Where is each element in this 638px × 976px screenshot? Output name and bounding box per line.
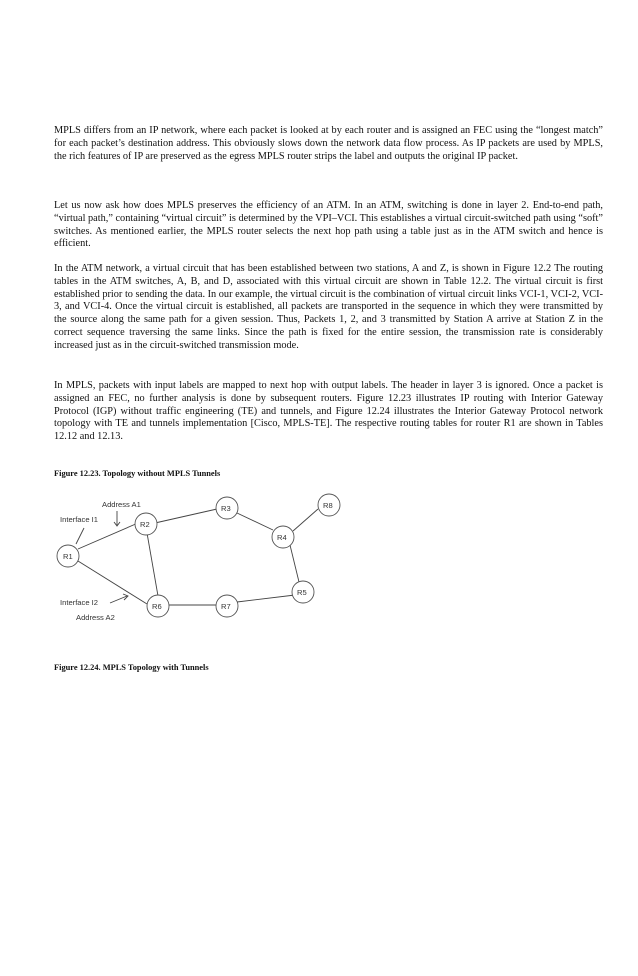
paragraph-atm-efficiency: Let us now ask how does MPLS preserves the efficiency of an ATM. In an ATM, switching is done in layer 2. End-to-end path, “virtual path,” containing “virtual circuit” is determined by the VPI–VCI. This establishes a virtual circuit-switched path using “soft” switches. As mentioned earlier, the MPLS router selects the next hop path using a table just as in the ATM switch and hence is efficient. xyxy=(54,200,603,250)
label-interface-i2: Interface I2 xyxy=(60,598,98,607)
router-r6 xyxy=(147,595,169,617)
router-r2-label: R2 xyxy=(140,520,150,529)
paragraph-mpls-labels: In MPLS, packets with input labels are mapped to next hop with output labels. The header in layer 3 is ignored. Once a packet is assigned an FEC, no further analysis is done by subsequent routers. Figure 12.23 illustrates IP routing with Interior Gateway Protocol (IGP) without traffic engineering (TE) and tunnels, and Figure 12.24 illustrates the Interior Gateway Protocol network topology with TE and tunnels implementation [Cisco, MPLS-TE]. The respective routing tables for router R1 are shown in Tables 12.12 and 12.13. xyxy=(54,380,603,443)
link-r7-r5 xyxy=(237,595,295,602)
figure-caption-12-24: Figure 12.24. MPLS Topology with Tunnels xyxy=(54,663,209,672)
topology-diagram xyxy=(54,492,384,632)
link-r3-r4 xyxy=(237,513,273,530)
router-r4 xyxy=(272,526,294,548)
topology-links xyxy=(76,509,318,605)
link-r2-r6 xyxy=(147,533,158,596)
link-r1-r2 xyxy=(78,523,138,549)
link-r4-r8 xyxy=(293,509,318,531)
label-address-a1: Address A1 xyxy=(102,500,141,509)
router-r8 xyxy=(318,494,340,516)
paragraph-atm-virtual-circuit: In the ATM network, a virtual circuit that has been established between two stations, A and Z, is shown in Figure 12.2 The routing tables in the ATM switches, A, B, and D, associated with this virtual circuit are shown in Table 12.2. The virtual circuit is first established prior to sending the data. In our example, the virtual circuit is the combination of virtual circuit links VCI-1, VCI-2, VCI-3, and VCI-4. Once the virtual circuit is established, all packets are transported in the sequence in which they were transmitted by the source along the same path for a given session. Thus, Packets 1, 2, and 3 transmitted by Station A arrive at Station Z in the correct sequence traversing the same links. Since the path is fixed for the entire session, the transmission rate is considerably increased just as in the circuit-switched transmission mode. xyxy=(54,263,603,351)
router-r2 xyxy=(135,513,157,535)
link-r4-r5 xyxy=(290,545,299,582)
arrow-interface-i1 xyxy=(76,528,84,544)
label-address-a2: Address A2 xyxy=(76,613,115,622)
router-r1 xyxy=(57,545,79,567)
router-r7-label: R7 xyxy=(221,602,231,611)
router-r3 xyxy=(216,497,238,519)
label-interface-i1: Interface I1 xyxy=(60,515,98,524)
paragraph-mpls-vs-ip: MPLS differs from an IP network, where each packet is looked at by each router and is assigned an FEC using the “longest match” for each packet’s destination address. This obviously slows down the network data flow process. As IP packets are used by MPLS, the rich features of IP are preserved as the egress MPLS router strips the label and outputs the original IP packet. xyxy=(54,125,603,162)
router-r5 xyxy=(292,581,314,603)
router-r7 xyxy=(216,595,238,617)
link-r2-r3 xyxy=(155,509,217,523)
router-r1-label: R1 xyxy=(63,552,73,561)
router-r3-label: R3 xyxy=(221,504,231,513)
router-r5-label: R5 xyxy=(297,588,307,597)
router-r4-label: R4 xyxy=(277,533,287,542)
figure-caption-12-23: Figure 12.23. Topology without MPLS Tunnels xyxy=(54,469,221,478)
router-r8-label: R8 xyxy=(323,501,333,510)
router-r6-label: R6 xyxy=(152,602,162,611)
